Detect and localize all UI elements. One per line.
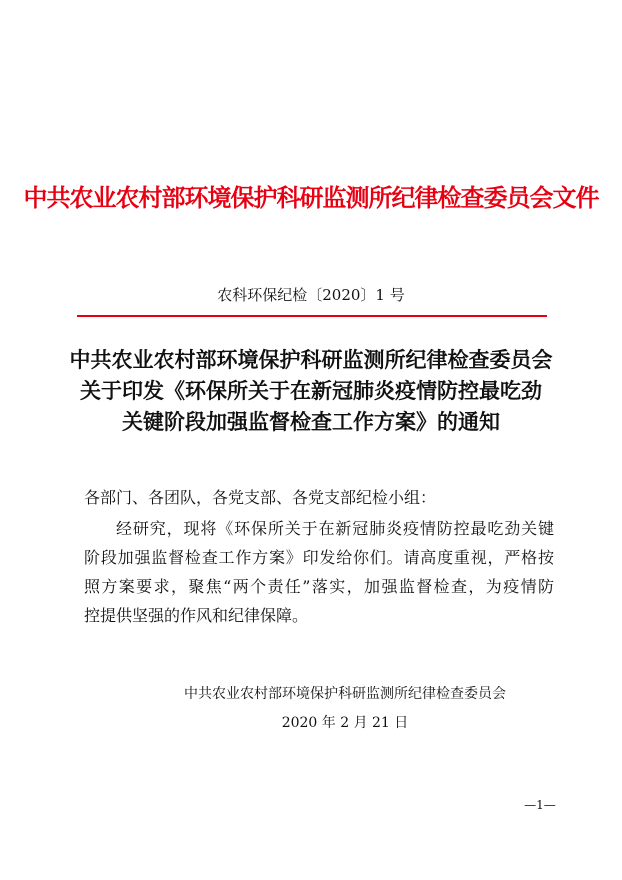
- signature-date: 2020 年 2 月 21 日: [281, 715, 409, 731]
- title-line-2: 关于印发《环保所关于在新冠肺炎疫情防控最吃劲: [80, 379, 542, 403]
- body-line-3: 照方案要求，聚焦“两个责任”落实，加强监督检查，为疫情防: [84, 577, 554, 596]
- salutation: 各部门、各团队，各党支部、各党支部纪检小组：: [84, 488, 437, 507]
- header-title-text: 中共农业农村部环境保护科研监测所纪律检查委员会文件: [23, 184, 599, 212]
- body-line-2: 阶段加强监督检查工作方案》印发给你们。请高度重视，严格按: [84, 548, 554, 567]
- signature-organization: 中共农业农村部环境保护科研监测所纪律检查委员会: [184, 686, 506, 702]
- red-divider-line: [77, 315, 547, 317]
- body-line-1: 经研究，现将《环保所关于在新冠肺炎疫情防控最吃劲关键: [116, 519, 554, 538]
- title-line-1: 中共农业农村部环境保护科研监测所纪律检查委员会: [69, 348, 553, 372]
- document-header-title: [0, 181, 622, 215]
- page-number: —1—: [524, 798, 556, 812]
- body-paragraph: [84, 514, 554, 630]
- title-line-3: 关键阶段加强监督检查工作方案》的通知: [122, 410, 500, 434]
- document-title: [0, 345, 622, 438]
- body-line-4: 控提供坚强的作风和纪律保障。: [84, 606, 309, 625]
- document-number: 农科环保纪检〔2020〕1 号: [217, 286, 405, 304]
